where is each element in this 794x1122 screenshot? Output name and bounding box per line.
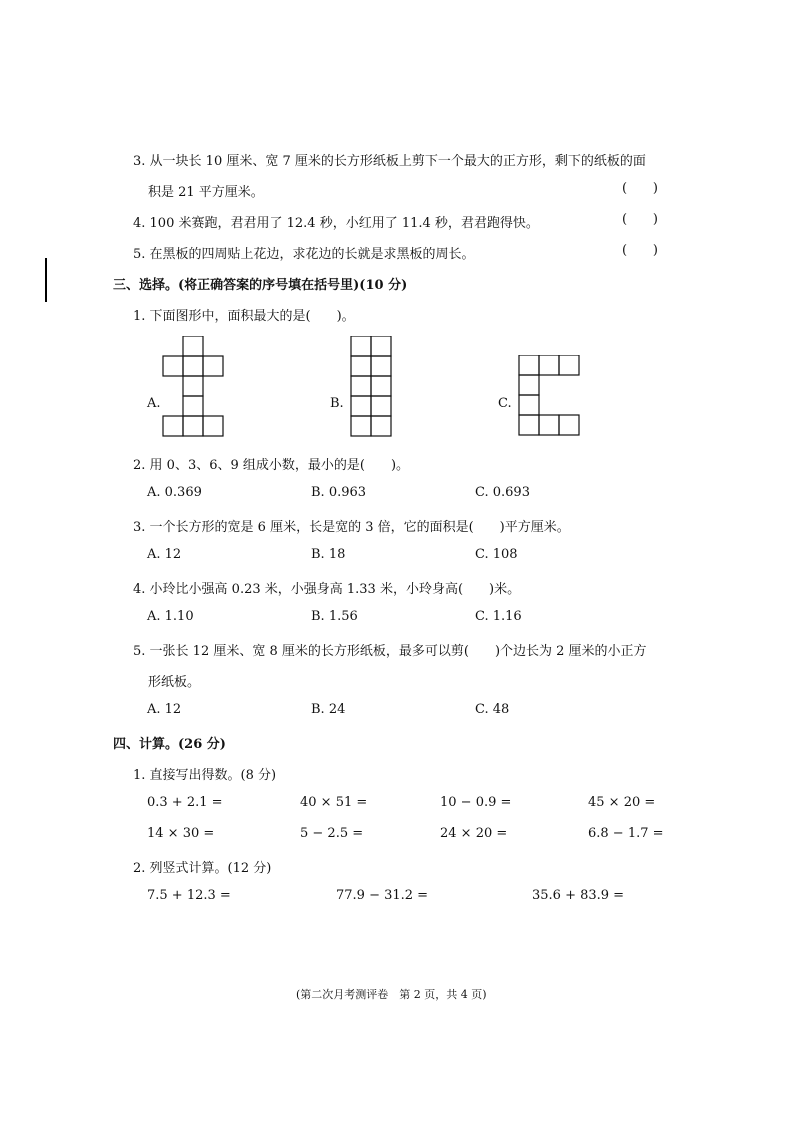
calc-item: 6.8 − 1.7 = [588,826,664,841]
figure-label-b: B. [330,396,344,411]
vertical-calc-item: 35.6 + 83.9 = [532,888,625,903]
section-4-title: 四、计算。(26 分) [113,737,226,752]
choice-question-5-line1: 5. 一张长 12 厘米、宽 8 厘米的长方形纸板，最多可以剪( )个边长为 2 厘米的小正方 [133,644,647,659]
figure-b [350,336,393,437]
choice-question-2: 2. 用 0、3、6、9 组成小数，最小的是( )。 [133,458,410,473]
choice-3-option-b: B. 18 [311,547,346,562]
calc-item: 14 × 30 = [147,826,215,841]
choice-2-option-a: A. 0.369 [147,485,202,500]
calc-sub-1-title: 1. 直接写出得数。(8 分) [133,768,277,783]
choice-4-option-c: C. 1.16 [475,609,522,624]
calc-item: 10 − 0.9 = [440,795,512,810]
vertical-calc-item: 7.5 + 12.3 = [147,888,231,903]
calc-item: 5 − 2.5 = [300,826,364,841]
margin-binding-line [45,258,47,302]
answer-paren-5[interactable]: ( ) [622,243,658,258]
choice-question-3: 3. 一个长方形的宽是 6 厘米，长是宽的 3 倍，它的面积是( )平方厘米。 [133,520,570,535]
judge-question-3-line1: 3. 从一块长 10 厘米、宽 7 厘米的长方形纸板上剪下一个最大的正方形，剩下的纸板的面 [133,154,646,169]
vertical-calc-item: 77.9 − 31.2 = [336,888,429,903]
figure-a [162,336,226,437]
page-footer: (第二次月考测评卷 第 2 页，共 4 页) [296,988,487,1001]
judge-question-5: 5. 在黑板的四周贴上花边，求花边的长就是求黑板的周长。 [133,247,475,262]
calc-item: 45 × 20 = [588,795,656,810]
choice-3-option-a: A. 12 [147,547,182,562]
choice-question-4: 4. 小玲比小强高 0.23 米，小强身高 1.33 米，小玲身高( )米。 [133,582,521,597]
choice-4-option-b: B. 1.56 [311,609,358,624]
judge-question-3-line2: 积是 21 平方厘米。 [148,185,264,200]
answer-paren-3[interactable]: ( ) [622,181,658,196]
section-3-title: 三、选择。(将正确答案的序号填在括号里)(10 分) [113,278,408,293]
choice-question-1: 1. 下面图形中，面积最大的是( )。 [133,309,355,324]
figure-c [518,355,582,437]
choice-3-option-c: C. 108 [475,547,518,562]
calc-item: 0.3 + 2.1 = [147,795,223,810]
choice-4-option-a: A. 1.10 [147,609,194,624]
choice-question-5-line2: 形纸板。 [148,675,201,690]
calc-item: 40 × 51 = [300,795,368,810]
choice-2-option-c: C. 0.693 [475,485,530,500]
choice-2-option-b: B. 0.963 [311,485,367,500]
answer-paren-4[interactable]: ( ) [622,212,658,227]
figure-label-a: A. [147,396,161,411]
calc-sub-2-title: 2. 列竖式计算。(12 分) [133,861,272,876]
calc-item: 24 × 20 = [440,826,508,841]
judge-question-4: 4. 100 米赛跑，君君用了 12.4 秒，小红用了 11.4 秒，君君跑得快。 [133,216,539,231]
choice-5-option-a: A. 12 [147,702,182,717]
choice-5-option-b: B. 24 [311,702,346,717]
choice-5-option-c: C. 48 [475,702,510,717]
figure-label-c: C. [498,396,512,411]
